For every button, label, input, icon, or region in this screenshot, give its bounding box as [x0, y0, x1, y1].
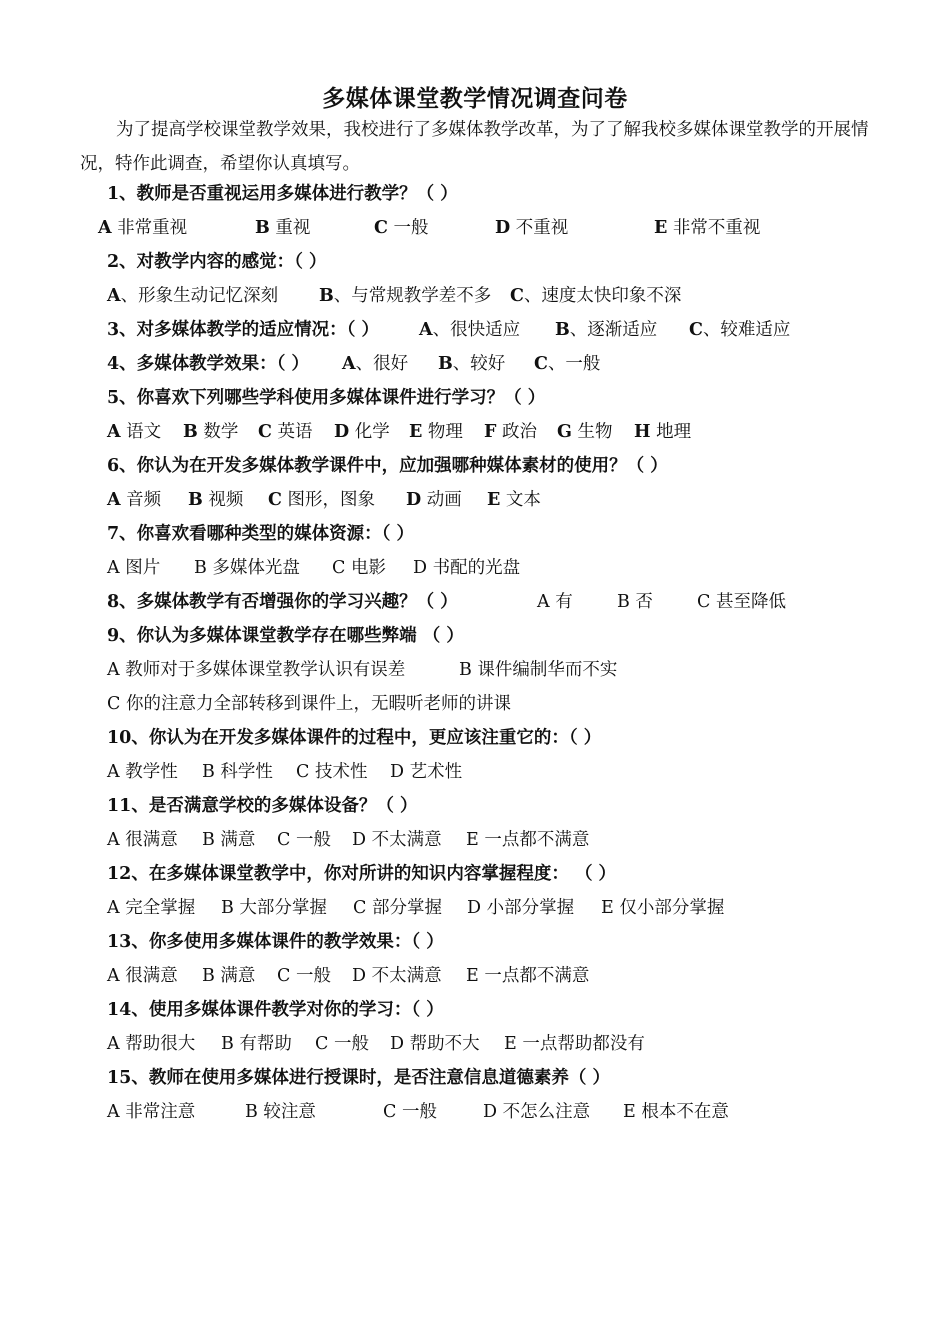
question-12: 12、在多媒体课堂教学中，你对所讲的知识内容掌握程度： （ ） — [107, 864, 617, 884]
q10-option-b[interactable]: B 科学性 — [202, 762, 273, 782]
q4-option-a[interactable]: A、很好 — [342, 354, 409, 374]
q5-option-g[interactable]: G 生物 — [557, 422, 613, 442]
q7-option-b[interactable]: B 多媒体光盘 — [194, 558, 300, 578]
q11-option-d[interactable]: D 不太满意 — [352, 830, 442, 850]
q14-option-c[interactable]: C 一般 — [315, 1034, 369, 1054]
q10-option-c[interactable]: C 技术性 — [296, 762, 368, 782]
q5-option-f[interactable]: F 政治 — [484, 422, 538, 442]
q15-option-c[interactable]: C 一般 — [383, 1102, 437, 1122]
q13-option-c[interactable]: C 一般 — [277, 966, 331, 986]
q3-option-c[interactable]: C、较难适应 — [689, 320, 791, 340]
q4-option-c[interactable]: C、一般 — [534, 354, 601, 374]
question-15: 15、教师在使用多媒体进行授课时，是否注意信息道德素养（ ） — [107, 1068, 610, 1088]
question-14-options — [0, 1027, 950, 1061]
q4-option-b[interactable]: B、较好 — [438, 354, 506, 374]
question-8-row — [0, 585, 950, 619]
q7-option-a[interactable]: A 图片 — [107, 558, 161, 578]
q6-option-d[interactable]: D 动画 — [406, 490, 462, 510]
q5-option-c[interactable]: C 英语 — [258, 422, 313, 442]
question-10: 10、你认为在开发多媒体课件的过程中，更应该注重它的：（ ） — [107, 728, 602, 748]
page-title: 多媒体课堂教学情况调查问卷 — [322, 85, 628, 112]
q6-option-a[interactable]: A 音频 — [107, 490, 162, 510]
q2-option-a[interactable]: A、形象生动记忆深刻 — [107, 286, 279, 306]
q5-option-d[interactable]: D 化学 — [334, 422, 390, 442]
q3-option-b[interactable]: B、逐渐适应 — [555, 320, 658, 340]
q3-option-a[interactable]: A、很快适应 — [419, 320, 521, 340]
q10-option-a[interactable]: A 教学性 — [107, 762, 178, 782]
q10-option-d[interactable]: D 艺术性 — [390, 762, 463, 782]
question-10-options — [0, 755, 950, 789]
question-15-options — [0, 1095, 950, 1129]
question-4-row — [0, 347, 950, 381]
question-2: 2、对教学内容的感觉：（ ） — [107, 252, 327, 272]
q5-option-b[interactable]: B 数学 — [183, 422, 239, 442]
question-2-options — [0, 279, 950, 313]
question-11-options — [0, 823, 950, 857]
q12-option-c[interactable]: C 部分掌握 — [353, 898, 442, 918]
question-6: 6、你认为在开发多媒体教学课件中，应加强哪种媒体素材的使用？（ ） — [107, 456, 668, 476]
q1-option-d[interactable]: D 不重视 — [495, 218, 569, 238]
q6-option-e[interactable]: E 文本 — [487, 490, 541, 510]
q2-option-c[interactable]: C、速度太快印象不深 — [510, 286, 682, 306]
q2-option-b[interactable]: B、与常规教学差不多 — [319, 286, 492, 306]
q5-option-e[interactable]: E 物理 — [409, 422, 463, 442]
question-14: 14、使用多媒体课件教学对你的学习：（ ） — [107, 1000, 444, 1020]
q14-option-e[interactable]: E 一点帮助都没有 — [504, 1034, 645, 1054]
question-1-options — [0, 211, 950, 245]
question-7-options — [0, 551, 950, 585]
q11-option-e[interactable]: E 一点都不满意 — [466, 830, 590, 850]
q15-option-a[interactable]: A 非常注意 — [107, 1102, 196, 1122]
question-1: 1、教师是否重视运用多媒体进行教学？（ ） — [107, 184, 458, 204]
q9-option-c[interactable]: C 你的注意力全部转移到课件上，无暇听老师的讲课 — [107, 694, 511, 714]
question-11: 11、是否满意学校的多媒体设备？（ ） — [107, 796, 418, 816]
q15-option-d[interactable]: D 不怎么注意 — [483, 1102, 591, 1122]
q12-option-d[interactable]: D 小部分掌握 — [467, 898, 575, 918]
q1-option-a[interactable]: A 非常重视 — [98, 218, 188, 238]
question-13-options — [0, 959, 950, 993]
question-4: 4、多媒体教学效果：（ ） — [107, 354, 310, 374]
q9-option-b[interactable]: B 课件编制华而不实 — [459, 660, 618, 680]
q8-option-c[interactable]: C 甚至降低 — [697, 592, 786, 612]
q11-option-b[interactable]: B 满意 — [202, 830, 256, 850]
question-5: 5、你喜欢下列哪些学科使用多媒体课件进行学习？（ ） — [107, 388, 546, 408]
q8-option-b[interactable]: B 否 — [617, 592, 653, 612]
question-9: 9、你认为多媒体课堂教学存在哪些弊端 （ ） — [107, 626, 464, 646]
question-7: 7、你喜欢看哪种类型的媒体资源：（ ） — [107, 524, 415, 544]
q13-option-d[interactable]: D 不太满意 — [352, 966, 442, 986]
question-12-options — [0, 891, 950, 925]
q13-option-a[interactable]: A 很满意 — [107, 966, 178, 986]
q9-option-a[interactable]: A 教师对于多媒体课堂教学认识有误差 — [107, 660, 406, 680]
q8-option-a[interactable]: A 有 — [537, 592, 573, 612]
q14-option-b[interactable]: B 有帮助 — [221, 1034, 292, 1054]
question-5-options — [0, 415, 950, 449]
q5-option-h[interactable]: H 地理 — [634, 422, 692, 442]
question-9-options — [0, 653, 950, 687]
intro-paragraph: 为了提高学校课堂教学效果，我校进行了多媒体教学改革，为了了解我校多媒体课堂教学的开展情况，特作此调查，希望你认真填写。 — [80, 120, 869, 174]
question-8: 8、多媒体教学有否增强你的学习兴趣？（ ） — [107, 592, 458, 612]
q14-option-a[interactable]: A 帮助很大 — [107, 1034, 196, 1054]
q5-option-a[interactable]: A 语文 — [107, 422, 162, 442]
q1-option-c[interactable]: C 一般 — [374, 218, 429, 238]
q11-option-a[interactable]: A 很满意 — [107, 830, 178, 850]
q12-option-a[interactable]: A 完全掌握 — [107, 898, 196, 918]
q6-option-c[interactable]: C 图形，图象 — [268, 490, 376, 510]
q12-option-e[interactable]: E 仅小部分掌握 — [601, 898, 725, 918]
q15-option-e[interactable]: E 根本不在意 — [623, 1102, 729, 1122]
q11-option-c[interactable]: C 一般 — [277, 830, 331, 850]
q7-option-c[interactable]: C 电影 — [332, 558, 386, 578]
q1-option-b[interactable]: B 重视 — [255, 218, 311, 238]
question-13: 13、你多使用多媒体课件的教学效果：（ ） — [107, 932, 444, 952]
q1-option-e[interactable]: E 非常不重视 — [654, 218, 761, 238]
q6-option-b[interactable]: B 视频 — [188, 490, 244, 510]
q13-option-b[interactable]: B 满意 — [202, 966, 256, 986]
q14-option-d[interactable]: D 帮助不大 — [390, 1034, 480, 1054]
q7-option-d[interactable]: D 书配的光盘 — [413, 558, 521, 578]
question-3: 3、对多媒体教学的适应情况：（ ） — [107, 320, 380, 340]
q15-option-b[interactable]: B 较注意 — [245, 1102, 316, 1122]
q13-option-e[interactable]: E 一点都不满意 — [466, 966, 590, 986]
q12-option-b[interactable]: B 大部分掌握 — [221, 898, 327, 918]
question-3-row — [0, 313, 950, 347]
question-6-options — [0, 483, 950, 517]
